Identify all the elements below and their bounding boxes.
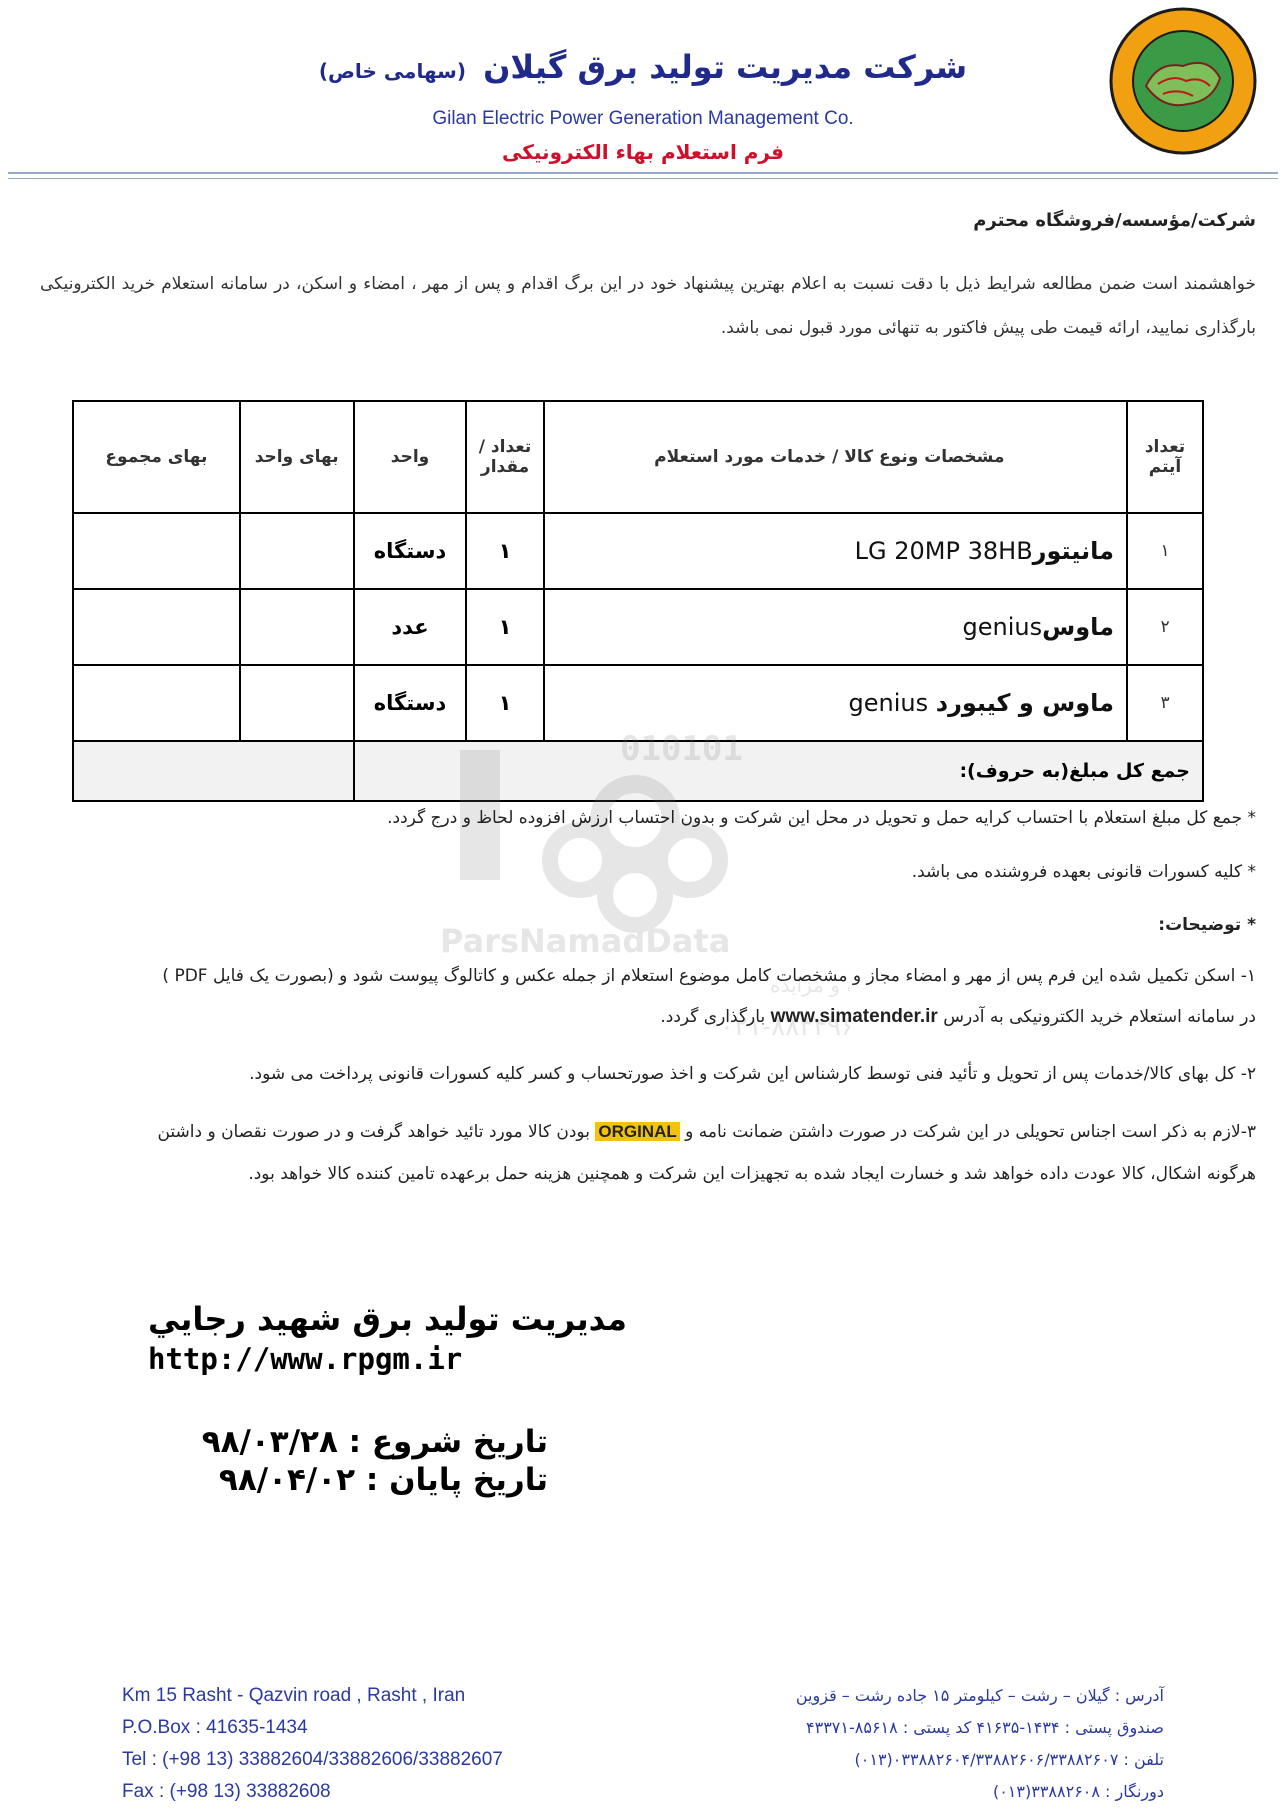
row-total-price[interactable]: [73, 513, 240, 589]
row-description: مانیتورLG 20MP 38HB: [544, 513, 1127, 589]
intro-paragraph: خواهشمند است ضمن مطالعه شرایط ذیل با دقت نسبت به اعلام بهترین پیشنهاد خود در این برگ اقدام و پس از مهر ، امضاء و اسکن، در سامانه استعلام خرید الکترونیکی بارگذاری نمایید، ارائه قیمت طی پیش فاکتور به تنهائی مورد قبول نمی باشد.: [40, 274, 1256, 338]
company-type: (سهامی خاص): [318, 59, 466, 83]
end-date: تاريخ پايان : ۹۸/۰۴/۰۲: [218, 1462, 548, 1498]
orginal-highlight: ORGINAL: [595, 1122, 679, 1141]
table-row: [73, 513, 1203, 589]
footer-pobox-en: P.O.Box : 41635-1434: [122, 1717, 308, 1738]
clause-2: ۲- کل بهای کالا/خدمات پس از تحویل و تأئید فنی توسط کارشناس این شرکت و اخذ صورتحساب و کسر کلیه کسورات قانونی پرداخت می شود.: [249, 1064, 1256, 1084]
watermark-phone: ۰۲۱-۸۸۳۴۹۶: [720, 1012, 850, 1042]
header-item-no: تعداد آیتم: [1127, 401, 1203, 513]
start-date: تاريخ شروع : ۹۸/۰۳/۲۸: [201, 1424, 548, 1460]
header-total-price: بهای مجموع: [73, 401, 240, 513]
footer-fax-en: Fax : (+98 13) 33882608: [122, 1781, 331, 1802]
row-number: ۳: [1127, 665, 1203, 741]
footer-fa: [796, 1680, 1164, 1808]
header-description: مشخصات ونوع کالا / خدمات مورد استعلام: [544, 401, 1127, 513]
clause-1: ۱- اسکن تکمیل شده این فرم پس از مهر و امضاء مجاز و مشخصات کامل موضوع استعلام از جمله عکس و کاتالوگ پیوست شود و (بصورت یک فایل PDF ): [162, 966, 1256, 986]
footer-address-en: Km 15 Rasht - Qazvin road , Rasht , Iran: [122, 1685, 466, 1706]
org-name: مديريت توليد برق شهيد رجايي: [148, 1300, 627, 1338]
sum-label: جمع کل مبلغ(به حروف):: [354, 741, 1203, 801]
row-unit: دستگاه: [354, 513, 467, 589]
row-qty: ۱: [466, 589, 543, 665]
company-name-fa: شرکت مدیریت تولید برق گیلان (سهامی خاص): [318, 48, 968, 86]
clause-1-cont: در سامانه استعلام خرید الکترونیکی به آدرس www.simatender.ir بارگذاری گردد.: [660, 1006, 1256, 1027]
note-explanations-title: * توضیحات:: [1158, 915, 1256, 935]
header-qty: تعداد / مقدار: [466, 401, 543, 513]
row-qty: ۱: [466, 665, 543, 741]
row-number: ۱: [1127, 513, 1203, 589]
watermark-text: ParsNamadData: [440, 922, 731, 960]
table-header-row: [73, 401, 1203, 513]
row-unit: دستگاه: [354, 665, 467, 741]
row-number: ۲: [1127, 589, 1203, 665]
row-total-price[interactable]: [73, 589, 240, 665]
footer-en: [122, 1680, 503, 1808]
clause-3-cont: هرگونه اشکال، کالا عودت داده خواهد شد و خسارت ایجاد شده به تجهیزات این شرکت و همچنین هزینه حمل برعهده تامین کننده کالا خواهد بود.: [248, 1164, 1256, 1184]
watermark-digits: 010101: [620, 730, 743, 769]
watermark-sub: و مزایده: [770, 973, 840, 997]
sum-value[interactable]: [73, 741, 354, 801]
header-unit: واحد: [354, 401, 467, 513]
row-unit: عدد: [354, 589, 467, 665]
salutation: شرکت/مؤسسه/فروشگاه محترم: [973, 210, 1256, 231]
footer-tel-fa: تلفن : ۰۳۳۸۸۲۶۰۴/۳۳۸۸۲۶۰۶/۳۳۸۸۲۶۰۷(۰۱۳): [854, 1750, 1164, 1769]
header-divider: [8, 172, 1278, 174]
row-unit-price[interactable]: [240, 665, 354, 741]
row-qty: ۱: [466, 513, 543, 589]
form-title: فرم استعلام بهاء الکترونیکی: [502, 140, 784, 164]
simatender-link[interactable]: www.simatender.ir: [770, 1006, 938, 1027]
footer-pobox-fa: صندوق پستی : ۱۴۳۴-۴۱۶۳۵ کد پستی : ۸۵۶۱۸-۴۳۳۷۱: [806, 1718, 1164, 1737]
row-unit-price[interactable]: [240, 513, 354, 589]
row-description: ماوسgenius: [544, 589, 1127, 665]
row-description: ماوس و کیبورد genius: [544, 665, 1127, 741]
header-divider-thin: [8, 178, 1278, 179]
footer-tel-en: Tel : (+98 13) 33882604/33882606/33882607: [122, 1749, 503, 1770]
footer-address-fa: آدرس : گیلان – رشت – کیلومتر ۱۵ جاده رشت – قزوین: [795, 1686, 1164, 1705]
company-name-en: Gilan Electric Power Generation Management Co.: [432, 108, 854, 129]
org-url[interactable]: http://www.rpgm.ir: [148, 1342, 463, 1376]
table-row: [73, 589, 1203, 665]
note-total: * جمع کل مبلغ استعلام با احتساب کرایه حمل و تحویل در محل این شرکت و بدون احتساب ارزش افزوده لحاظ و درج گردد.: [387, 808, 1256, 828]
clause-3: ۳-لازم به ذکر است اجناس تحویلی در این شرکت در صورت داشتن ضمانت نامه و ORGINAL بودن کالا مورد تائید خواهد گرفت و در صورت نقصان و داشتن: [157, 1122, 1256, 1142]
row-unit-price[interactable]: [240, 589, 354, 665]
header-unit-price: بهای واحد: [240, 401, 354, 513]
note-deductions: * کلیه کسورات قانونی بعهده فروشنده می باشد.: [911, 862, 1256, 882]
row-total-price[interactable]: [73, 665, 240, 741]
footer-fax-fa: دورنگار : ۳۳۸۸۲۶۰۸(۰۱۳): [992, 1782, 1164, 1801]
